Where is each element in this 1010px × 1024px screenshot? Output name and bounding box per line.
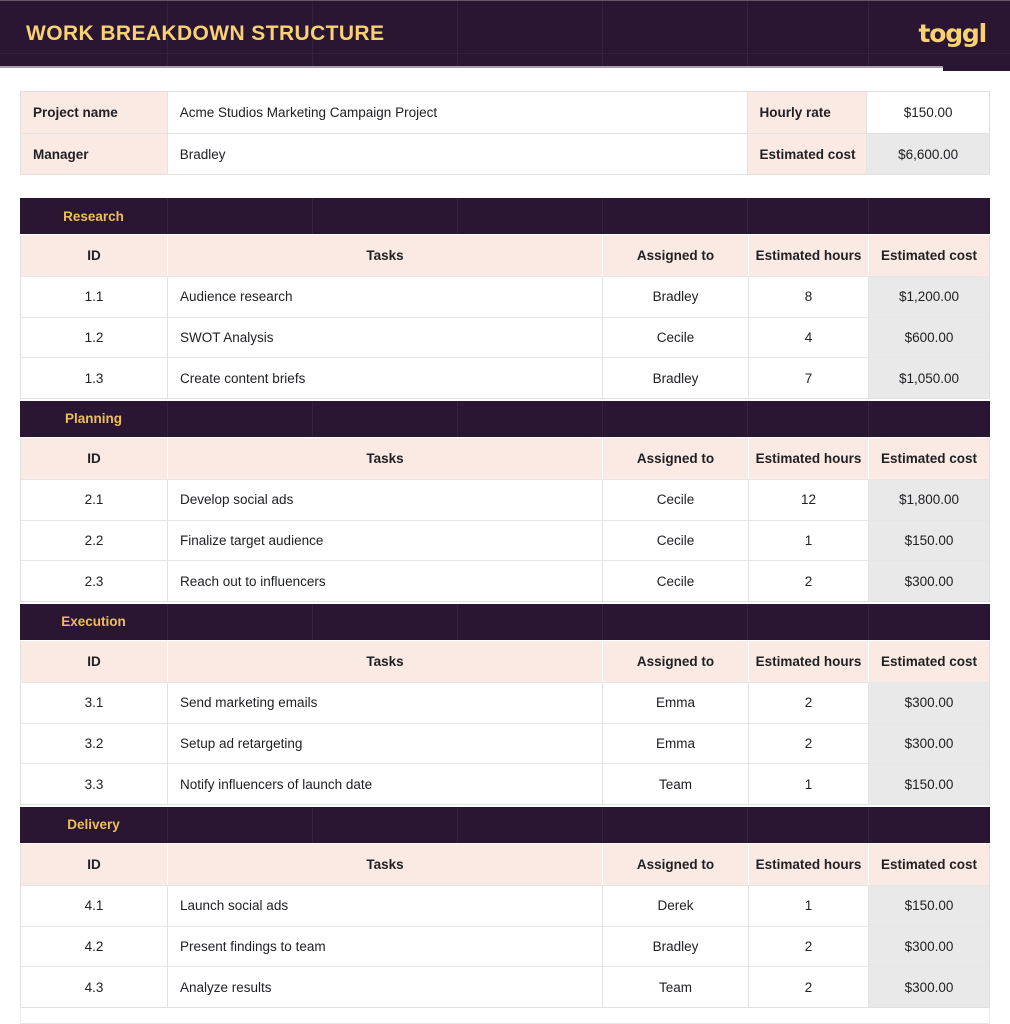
empty-spreadsheet-row[interactable] <box>20 1008 990 1024</box>
cell-assigned-to[interactable]: Derek <box>603 886 749 926</box>
gridline <box>602 807 603 843</box>
estimated-cost-label: Estimated cost <box>748 134 868 174</box>
cell-tasks[interactable]: Create content briefs <box>168 358 603 398</box>
cell-id[interactable]: 1.2 <box>21 318 168 358</box>
hourly-rate-value[interactable]: $150.00 <box>903 105 953 120</box>
column-header-estimated-cost: Estimated cost <box>880 653 978 669</box>
section-delivery <box>20 807 990 1008</box>
gridline <box>312 198 313 234</box>
gridline <box>167 198 168 234</box>
project-info-row <box>21 133 989 174</box>
cell-tasks[interactable]: Setup ad retargeting <box>168 724 603 764</box>
section-title: Research <box>63 208 124 224</box>
column-header-tasks: Tasks <box>168 844 603 885</box>
cell-tasks[interactable]: Send marketing emails <box>168 683 603 723</box>
column-header-assigned-to: Assigned to <box>603 235 749 276</box>
cell-tasks[interactable]: Notify influencers of launch date <box>168 764 603 804</box>
column-header-tasks: Tasks <box>168 235 603 276</box>
cell-estimated-cost[interactable]: $600.00 <box>869 318 989 358</box>
cell-estimated-hours[interactable]: 2 <box>749 561 869 601</box>
cell-id[interactable]: 4.1 <box>21 886 168 926</box>
gridline <box>0 53 1010 54</box>
cell-estimated-cost[interactable]: $300.00 <box>869 967 989 1007</box>
cell-id[interactable]: 4.3 <box>21 967 168 1007</box>
gridline <box>868 604 869 640</box>
cell-estimated-hours[interactable]: 12 <box>749 480 869 520</box>
column-header-estimated-hours: Estimated hours <box>749 438 869 479</box>
estimated-cost-value: $6,600.00 <box>867 134 989 174</box>
section-table <box>20 235 990 399</box>
gridline <box>868 401 869 437</box>
section-band <box>20 198 990 235</box>
column-header-estimated-hours: Estimated hours <box>749 844 869 885</box>
task-row <box>21 276 989 317</box>
column-header-id: ID <box>21 844 168 885</box>
cell-id[interactable]: 3.1 <box>21 683 168 723</box>
task-row <box>21 966 989 1007</box>
cell-assigned-to[interactable]: Bradley <box>603 358 749 398</box>
cell-assigned-to[interactable]: Cecile <box>603 480 749 520</box>
gridline <box>167 807 168 843</box>
cell-estimated-cost[interactable]: $150.00 <box>869 886 989 926</box>
gridline <box>602 401 603 437</box>
cell-assigned-to[interactable]: Emma <box>603 683 749 723</box>
cell-id[interactable]: 2.2 <box>21 521 168 561</box>
cell-id[interactable]: 4.2 <box>21 927 168 967</box>
gridline <box>747 198 748 234</box>
cell-estimated-cost[interactable]: $300.00 <box>869 561 989 601</box>
task-row <box>21 682 989 723</box>
gridline <box>747 807 748 843</box>
cell-estimated-hours[interactable]: 1 <box>749 521 869 561</box>
gridline <box>457 807 458 843</box>
section-title: Delivery <box>67 817 120 833</box>
project-name-label: Project name <box>21 92 168 133</box>
section-table <box>20 641 990 805</box>
manager-value[interactable]: Bradley <box>168 134 748 174</box>
cell-assigned-to[interactable]: Cecile <box>603 318 749 358</box>
cell-estimated-hours[interactable]: 8 <box>749 277 869 317</box>
gridline <box>602 604 603 640</box>
cell-estimated-cost[interactable]: $150.00 <box>869 521 989 561</box>
task-row <box>21 479 989 520</box>
section-band <box>20 807 990 844</box>
gridline <box>747 1 748 66</box>
section-band <box>20 401 990 438</box>
section-execution <box>20 604 990 805</box>
cell-estimated-hours[interactable]: 7 <box>749 358 869 398</box>
column-header-row <box>21 641 989 682</box>
cell-tasks[interactable]: Present findings to team <box>168 927 603 967</box>
column-header-id: ID <box>21 438 168 479</box>
cell-id[interactable]: 3.3 <box>21 764 168 804</box>
task-row <box>21 763 989 804</box>
column-header-assigned-to: Assigned to <box>603 438 749 479</box>
project-info-table <box>20 91 990 175</box>
task-row <box>21 885 989 926</box>
section-band <box>20 604 990 641</box>
cell-id[interactable]: 1.3 <box>21 358 168 398</box>
cell-estimated-cost[interactable]: $300.00 <box>869 683 989 723</box>
cell-estimated-cost[interactable]: $1,800.00 <box>869 480 989 520</box>
section-research <box>20 198 990 399</box>
cell-estimated-hours[interactable]: 1 <box>749 886 869 926</box>
task-row <box>21 317 989 358</box>
cell-estimated-cost[interactable]: $150.00 <box>869 764 989 804</box>
cell-tasks[interactable]: SWOT Analysis <box>168 318 603 358</box>
cell-estimated-hours[interactable]: 2 <box>749 724 869 764</box>
gridline <box>457 604 458 640</box>
section-table <box>20 844 990 1008</box>
task-row <box>21 926 989 967</box>
gridline <box>868 807 869 843</box>
cell-assigned-to[interactable]: Cecile <box>603 561 749 601</box>
section-title: Planning <box>65 411 122 427</box>
cell-estimated-cost[interactable]: $300.00 <box>869 724 989 764</box>
column-header-tasks: Tasks <box>168 641 603 682</box>
column-header-estimated-cost: Estimated cost <box>880 856 978 872</box>
app-banner <box>0 0 1010 68</box>
column-header-row <box>21 235 989 276</box>
cell-id[interactable]: 2.3 <box>21 561 168 601</box>
column-header-estimated-hours: Estimated hours <box>749 235 869 276</box>
gridline <box>868 1 869 66</box>
gridline <box>167 401 168 437</box>
cell-tasks[interactable]: Reach out to influencers <box>168 561 603 601</box>
manager-label: Manager <box>21 134 168 174</box>
column-header-row <box>21 438 989 479</box>
column-header-assigned-to: Assigned to <box>603 844 749 885</box>
task-row <box>21 723 989 764</box>
gridline <box>457 401 458 437</box>
task-sections <box>20 198 990 1008</box>
banner-corner-tab <box>943 66 1010 71</box>
hourly-rate-label: Hourly rate <box>748 92 868 133</box>
task-row <box>21 520 989 561</box>
cell-assigned-to[interactable]: Team <box>603 967 749 1007</box>
cell-estimated-hours[interactable]: 2 <box>749 683 869 723</box>
task-row <box>21 560 989 601</box>
section-title: Execution <box>61 614 126 630</box>
cell-id[interactable]: 3.2 <box>21 724 168 764</box>
project-name-value[interactable]: Acme Studios Marketing Campaign Project <box>168 92 748 133</box>
cell-estimated-hours[interactable]: 1 <box>749 764 869 804</box>
column-header-id: ID <box>21 235 168 276</box>
cell-id[interactable]: 1.1 <box>21 277 168 317</box>
section-table <box>20 438 990 602</box>
column-header-estimated-cost: Estimated cost <box>880 450 978 466</box>
cell-estimated-hours[interactable]: 2 <box>749 927 869 967</box>
cell-tasks[interactable]: Develop social ads <box>168 480 603 520</box>
gridline <box>602 1 603 66</box>
gridline <box>868 198 869 234</box>
project-info-row <box>21 92 989 133</box>
cell-estimated-cost[interactable]: $1,200.00 <box>869 277 989 317</box>
gridline <box>167 604 168 640</box>
task-row <box>21 357 989 398</box>
cell-tasks[interactable]: Analyze results <box>168 967 603 1007</box>
cell-tasks[interactable]: Audience research <box>168 277 603 317</box>
gridline <box>747 401 748 437</box>
spreadsheet <box>20 91 990 1008</box>
column-header-tasks: Tasks <box>168 438 603 479</box>
column-header-estimated-hours: Estimated hours <box>749 641 869 682</box>
cell-estimated-hours[interactable]: 4 <box>749 318 869 358</box>
cell-estimated-cost[interactable]: $1,050.00 <box>869 358 989 398</box>
gridline <box>312 401 313 437</box>
cell-tasks[interactable]: Launch social ads <box>168 886 603 926</box>
gridline <box>312 604 313 640</box>
cell-assigned-to[interactable]: Bradley <box>603 927 749 967</box>
cell-estimated-cost[interactable]: $300.00 <box>869 927 989 967</box>
gridline <box>457 1 458 66</box>
cell-assigned-to[interactable]: Bradley <box>603 277 749 317</box>
column-header-assigned-to: Assigned to <box>603 641 749 682</box>
section-planning <box>20 401 990 602</box>
cell-assigned-to[interactable]: Emma <box>603 724 749 764</box>
column-header-estimated-cost: Estimated cost <box>880 248 978 263</box>
cell-estimated-hours[interactable]: 2 <box>749 967 869 1007</box>
gridline <box>312 807 313 843</box>
toggl-logo: toggl <box>918 19 986 48</box>
column-header-id: ID <box>21 641 168 682</box>
cell-tasks[interactable]: Finalize target audience <box>168 521 603 561</box>
page-title: WORK BREAKDOWN STRUCTURE <box>26 21 385 45</box>
gridline <box>457 198 458 234</box>
gridline <box>747 604 748 640</box>
column-header-row <box>21 844 989 885</box>
cell-assigned-to[interactable]: Team <box>603 764 749 804</box>
cell-assigned-to[interactable]: Cecile <box>603 521 749 561</box>
gridline <box>602 198 603 234</box>
cell-id[interactable]: 2.1 <box>21 480 168 520</box>
